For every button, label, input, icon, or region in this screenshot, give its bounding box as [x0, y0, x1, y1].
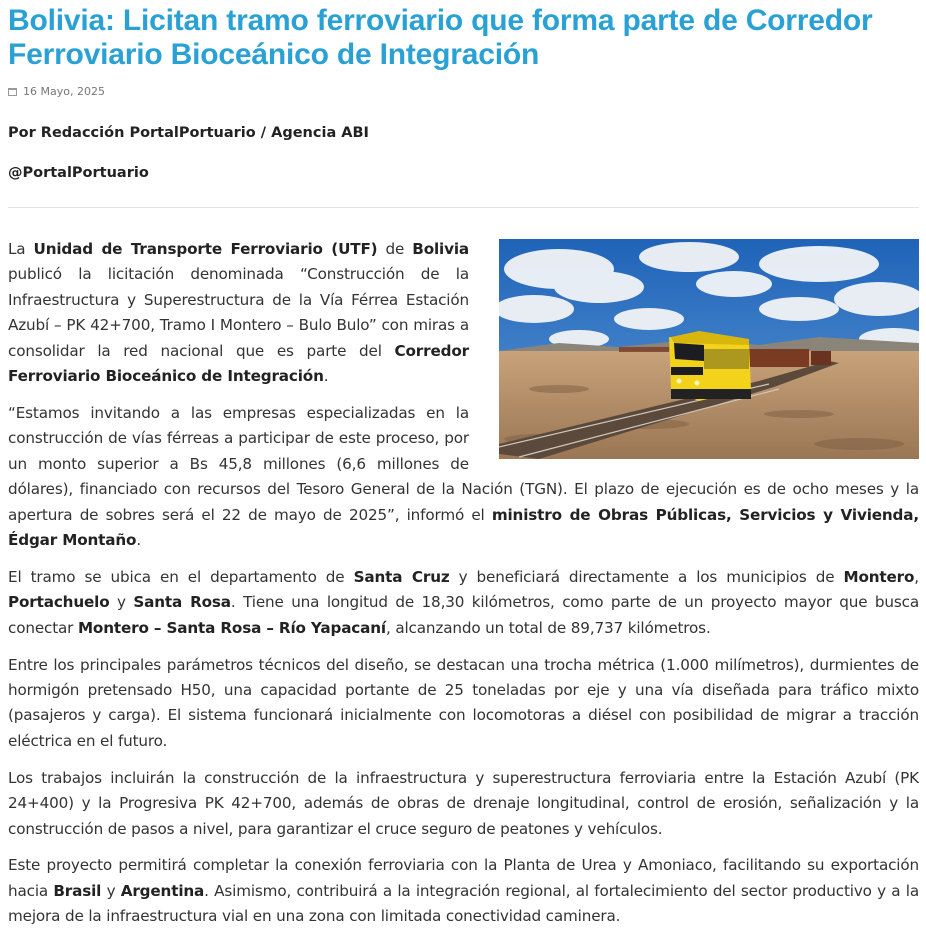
text: Este proyecto permitirá completar la conexión ferroviaria con la Planta de Urea y Amoniaco, facilitando su exportación hacia [8, 856, 919, 900]
text: “Estamos invitando a las empresas especializadas en la construcción de vías férreas a participar de este proceso, por un monto superior a Bs 45,8 millones (6,6 millones de dólares), financiado con recursos del Tesoro General de la Nación (TGN). El plazo de ejecución es de ocho meses y la apertura de sobres será el 22 de mayo de 2025”, informó el [8, 403, 919, 524]
article-container [8, 0, 919, 941]
paragraph-5: Los trabajos incluirán la construcción de la infraestructura y superestructura ferroviaria entre la Estación Azubí (PK 24+400) y la Progresiva PK 42+700, además de obras de drenaje longitudinal, control de erosión, señalización y la construcción de pasos a nivel, para garantizar el cruce seguro de peatones y vehículos. [8, 768, 919, 838]
article-title: Bolivia: Licitan tramo ferroviario que forma parte de Corredor Ferroviario Bioceánico de Integración [8, 4, 873, 71]
text: . Asimismo, contribuirá a la integración regional, al fortalecimiento del sector productivo y a la mejora de la infraestructura vial en una zona con limitada conectividad caminera. [8, 881, 919, 926]
bold-text: Santa Cruz [353, 567, 450, 586]
author-byline: Por Redacción PortalPortuario / Agencia ABI [8, 125, 369, 141]
text: y beneficiará directamente a los municipios de [449, 567, 844, 586]
divider [8, 207, 919, 208]
article-photo [499, 239, 919, 459]
bold-text: Santa Rosa [133, 593, 231, 612]
bold-text: Argentina [120, 881, 205, 900]
bold-text: Bolivia [412, 240, 469, 258]
bold-text: Brasil [53, 881, 102, 900]
text: . [136, 530, 141, 549]
article-body [8, 237, 919, 930]
text: de [377, 240, 413, 258]
text: y [101, 881, 121, 900]
bold-text: ministro de Obras Públicas, Servicios y Vivienda, Édgar Montaño [8, 505, 920, 549]
bold-text: Montero – Santa Rosa – Río Yapacaní [77, 618, 386, 637]
text: , [914, 567, 919, 586]
bold-text: Montero [843, 567, 915, 586]
text: La [8, 240, 34, 258]
text: publicó la licitación denominada “Construcción de la Infraestructura y Superestructura de la Vía Férrea Estación Azubí – PK 42+700, Tramo I Montero – Bulo Bulo” con miras a consolidar la red nacional que es parte del [8, 265, 469, 360]
bold-text: Unidad de Transporte Ferroviario (UTF) [33, 240, 378, 258]
text: . Tiene una longitud de 18,30 kilómetros, como parte de un proyecto mayor que busca conectar [8, 593, 919, 637]
paragraph-3 [8, 565, 919, 641]
paragraph-4: Entre los principales parámetros técnicos del diseño, se destacan una trocha métrica (1.000 milímetros), durmientes de hormigón pretensado H50, una capacidad portante de 25 toneladas por eje y una vía diseñada para tráfico mixto (pasajeros y carga). El sistema funcionará inicialmente con locomotoras a diésel con posibilidad de migrar a tracción eléctrica en el futuro. [8, 655, 919, 750]
publish-date: 16 Mayo, 2025 [23, 84, 105, 98]
text: El tramo se ubica en el departamento de [8, 567, 354, 586]
bold-text: Portachuelo [8, 593, 110, 612]
paragraph-6 [8, 853, 919, 929]
text: . [323, 367, 329, 386]
text: y [109, 593, 134, 612]
bold-text: Corredor Ferroviario Bioceánico de Integración [8, 341, 469, 386]
social-handle-link[interactable]: @PortalPortuario [8, 165, 149, 181]
calendar-icon [8, 88, 17, 96]
article-meta [8, 84, 919, 98]
text: , alcanzando un total de 89,737 kilómetros. [385, 618, 711, 637]
